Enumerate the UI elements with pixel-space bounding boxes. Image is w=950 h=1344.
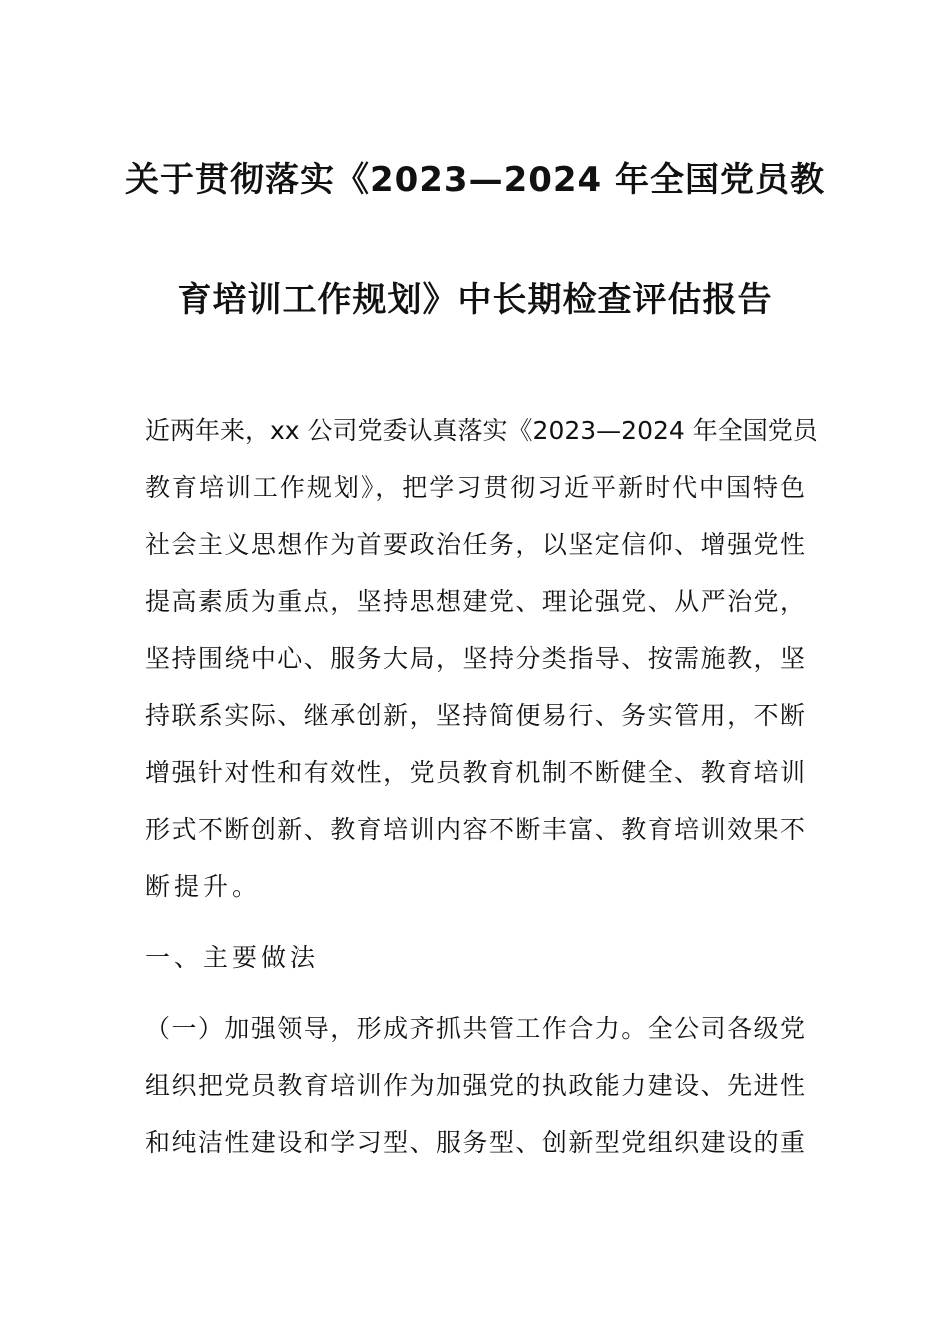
document-title-line-1: 关于贯彻落实《2023—2024 年全国党员教 (124, 160, 826, 200)
paragraph-line: 持联系实际、继承创新，坚持简便易行、务实管用，不断 (145, 701, 805, 730)
paragraph-line: 和纯洁性建设和学习型、服务型、创新型党组织建设的重 (145, 1128, 805, 1157)
paragraph-line: 提高素质为重点，坚持思想建党、理论强党、从严治党， (145, 587, 805, 616)
paragraph-line: 形式不断创新、教育培训内容不断丰富、教育培训效果不 (145, 815, 805, 844)
paragraph-line: （一）加强领导，形成齐抓共管工作合力。全公司各级党 (145, 1014, 805, 1043)
paragraph-line: 增强针对性和有效性，党员教育机制不断健全、教育培训 (145, 758, 805, 787)
paragraph-line: 教育培训工作规划》，把学习贯彻习近平新时代中国特色 (145, 473, 805, 502)
section-heading: 一、主要做法 (145, 943, 320, 972)
document-title-line-2: 育培训工作规划》中长期检查评估报告 (177, 280, 773, 320)
paragraph-line: 组织把党员教育培训作为加强党的执政能力建设、先进性 (145, 1071, 805, 1100)
paragraph-line: 近两年来，xx 公司党委认真落实《2023—2024 年全国党员 (145, 416, 818, 445)
paragraph-line: 断提升。 (145, 872, 262, 901)
paragraph-line: 坚持围绕中心、服务大局，坚持分类指导、按需施教，坚 (145, 644, 805, 673)
paragraph-line: 社会主义思想作为首要政治任务，以坚定信仰、增强党性 (145, 530, 805, 559)
